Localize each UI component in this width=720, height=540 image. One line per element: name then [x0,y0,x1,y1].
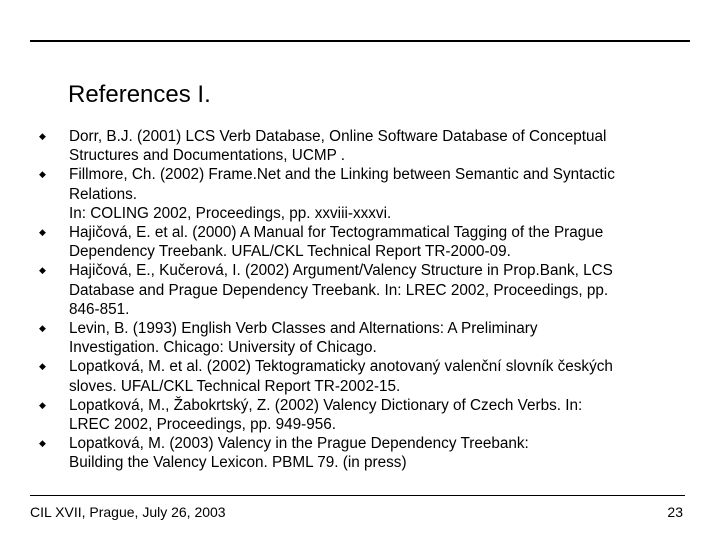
reference-text: Lopatková, M., Žabokrtský, Z. (2002) Valency Dictionary of Czech Verbs. In: [69,396,583,414]
reference-item [0,357,714,395]
footer-conference: CIL XVII, Prague, July 26, 2003 [30,504,226,520]
reference-list [0,127,720,473]
diamond-bullet-icon: ◆ [39,265,46,276]
reference-text: Lopatková, M. (2003) Valency in the Prague Dependency Treebank: [69,435,529,453]
reference-item [0,261,714,319]
reference-text: Dependency Treebank. UFAL/CKL Technical Report TR-2000-09. [69,243,511,261]
reference-item [0,319,714,357]
reference-text: Investigation. Chicago: University of Chicago. [69,339,377,357]
diamond-bullet-icon: ◆ [39,323,46,334]
reference-text: Fillmore, Ch. (2002) Frame.Net and the Linking between Semantic and Syntactic [69,166,615,184]
reference-text: Lopatková, M. et al. (2002) Tektogramaticky anotovaný valenční slovník českých [69,358,613,376]
diamond-bullet-icon: ◆ [39,131,46,141]
slide-title: References I. [68,81,211,108]
bottom-divider [30,495,685,496]
reference-text: Building the Valency Lexicon. PBML 79. (in press) [69,454,407,472]
reference-text: LREC 2002, Proceedings, pp. 949-956. [69,416,337,434]
reference-text: 846-851. [69,300,130,318]
top-divider [30,40,690,42]
diamond-bullet-icon: ◆ [39,227,46,238]
reference-text: Hajičová, E. et al. (2000) A Manual for Tectogrammatical Tagging of the Prague [69,224,604,242]
reference-text: Hajičová, E., Kučerová, I. (2002) Argument/Valency Structure in Prop.Bank, LCS [69,262,613,280]
reference-text: Levin, B. (1993) English Verb Classes and Alternations: A Preliminary [69,320,538,338]
reference-text: Dorr, B.J. (2001) LCS Verb Database, Online Software Database of Conceptual [69,128,607,145]
reference-text: In: COLING 2002, Proceedings, pp. xxviii-xxxvi. [69,204,392,222]
reference-text: sloves. UFAL/CKL Technical Report TR-2002-15. [69,377,401,395]
diamond-bullet-icon: ◆ [39,361,46,372]
reference-text: Structures and Documentations, UCMP . [69,147,346,165]
diamond-bullet-icon: ◆ [39,399,46,410]
reference-item [0,396,714,434]
reference-item [0,223,714,261]
reference-item [0,434,714,472]
diamond-bullet-icon: ◆ [39,438,46,449]
reference-item [0,127,714,165]
reference-item [0,165,714,223]
page-number: 23 [667,504,683,520]
reference-text: Database and Prague Dependency Treebank. In: LREC 2002, Proceedings, pp. [69,281,609,299]
diamond-bullet-icon: ◆ [39,169,46,180]
reference-text: Relations. [69,185,138,203]
